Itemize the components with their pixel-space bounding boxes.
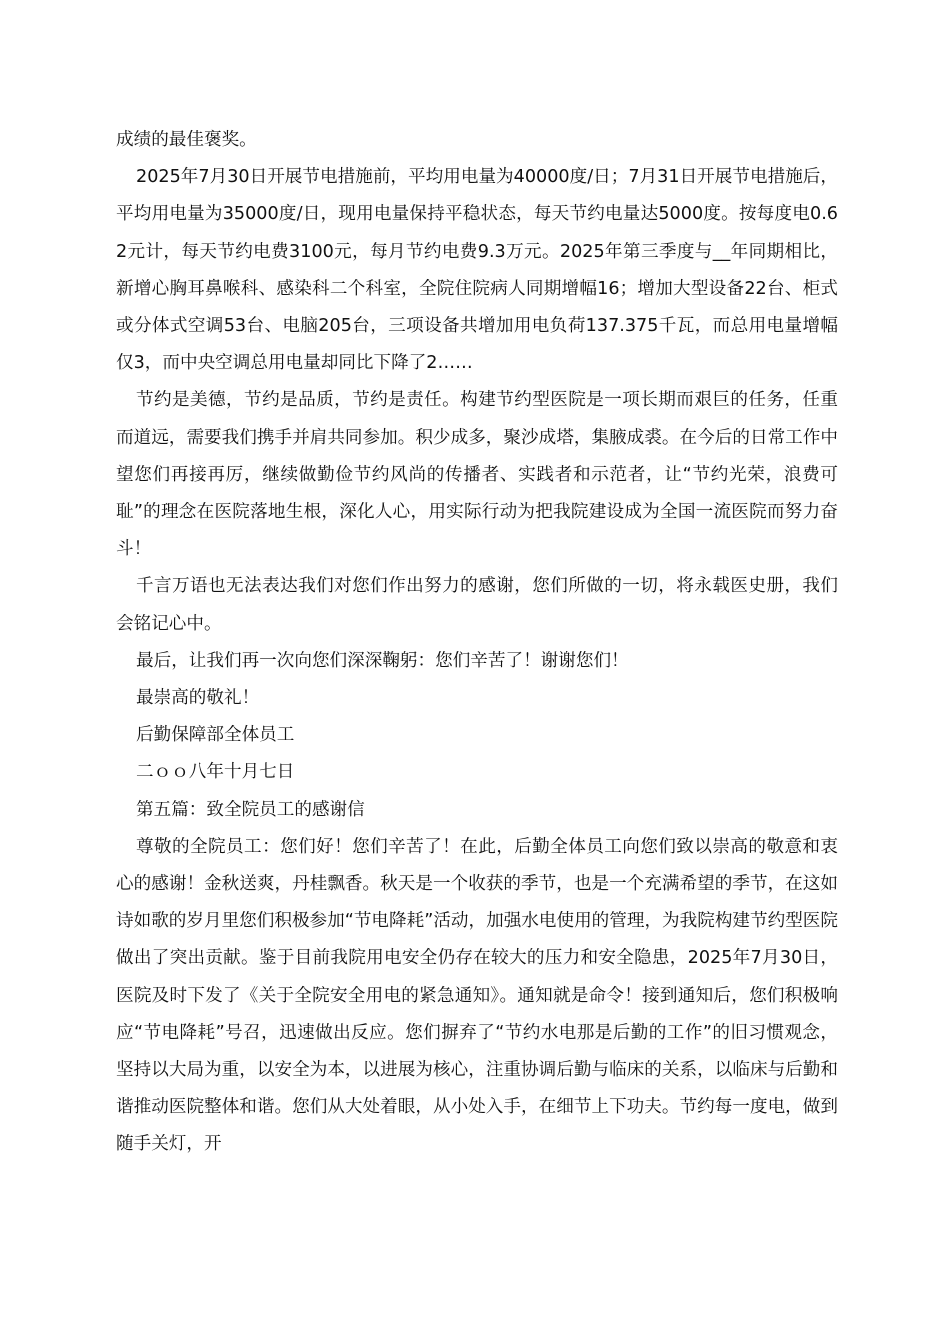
paragraph-thrift-virtue: 节约是美德，节约是品质，节约是责任。构建节约型医院是一项长期而艰巨的任务，任重而道远，需要我们携手并肩共同参加。积少成多，聚沙成塔，集腋成裘。在今后的日常工作中望您们再接再厉，继续做勤俭节约风尚的传播者、实践者和示范者，让“节约光荣，浪费可耻”的理念在医院落地生根，深化人心，用实际行动为把我院建设成为全国一流医院而努力奋斗！	[116, 390, 838, 560]
paragraph-final-bow: 最后，让我们再一次向您们深深鞠躬：您们辛苦了！谢谢您们！	[136, 650, 629, 671]
signature-date: 二ｏｏ八年十月七日	[136, 762, 295, 783]
section-heading: 第五篇：致全院员工的感谢信	[136, 799, 365, 820]
paragraph-gratitude: 千言万语也无法表达我们对您们作出努力的感谢，您们所做的一切，将永载医史册，我们会铭记心中。	[116, 576, 838, 634]
paragraph-closing-fragment: 成绩的最佳褒奖。	[116, 130, 257, 150]
document-page	[116, 122, 838, 1164]
salutation: 最崇高的敬礼！	[136, 688, 260, 709]
signature-department: 后勤保障部全体员工	[136, 725, 295, 746]
paragraph-electricity-savings: 2025年7月30日开展节电措施前，平均用电量为40000度/日；7月31日开展节电措施后，平均用电量为35000度/日，现用电量保持平稳状态，每天节约电量达5000度。按每度电0.62元计，每天节约电费3100元，每月节约电费9.3万元。2025年第三季度与__年同期相比，新增心胸耳鼻喉科、感染科二个科室，全院住院病人同期增幅16；增加大型设备22台、柜式或分体式空调53台、电脑205台，三项设备共增加用电负荷137.375千瓦，而总用电量增幅仅3，而中央空调总用电量却同比下降了2……	[116, 167, 838, 374]
paragraph-letter-body: 尊敬的全院员工：您们好！您们辛苦了！在此，后勤全体员工向您们致以崇高的敬意和衷心的感谢！金秋送爽，丹桂飘香。秋天是一个收获的季节，也是一个充满希望的季节，在这如诗如歌的岁月里您们积极参加“节电降耗”活动，加强水电使用的管理，为我院构建节约型医院做出了突出贡献。鉴于目前我院用电安全仍存在较大的压力和安全隐患，2025年7月30日，医院及时下发了《关于全院安全用电的紧急通知》。通知就是命令！接到通知后，您们积极响应“节电降耗”号召，迅速做出反应。您们摒弃了“节约水电那是后勤的工作”的旧习惯观念，坚持以大局为重，以安全为本，以进展为核心，注重协调后勤与临床的关系，以临床与后勤和谐推动医院整体和谐。您们从大处着眼，从小处入手，在细节上下功夫。节约每一度电，做到随手关灯，开	[116, 836, 838, 1155]
